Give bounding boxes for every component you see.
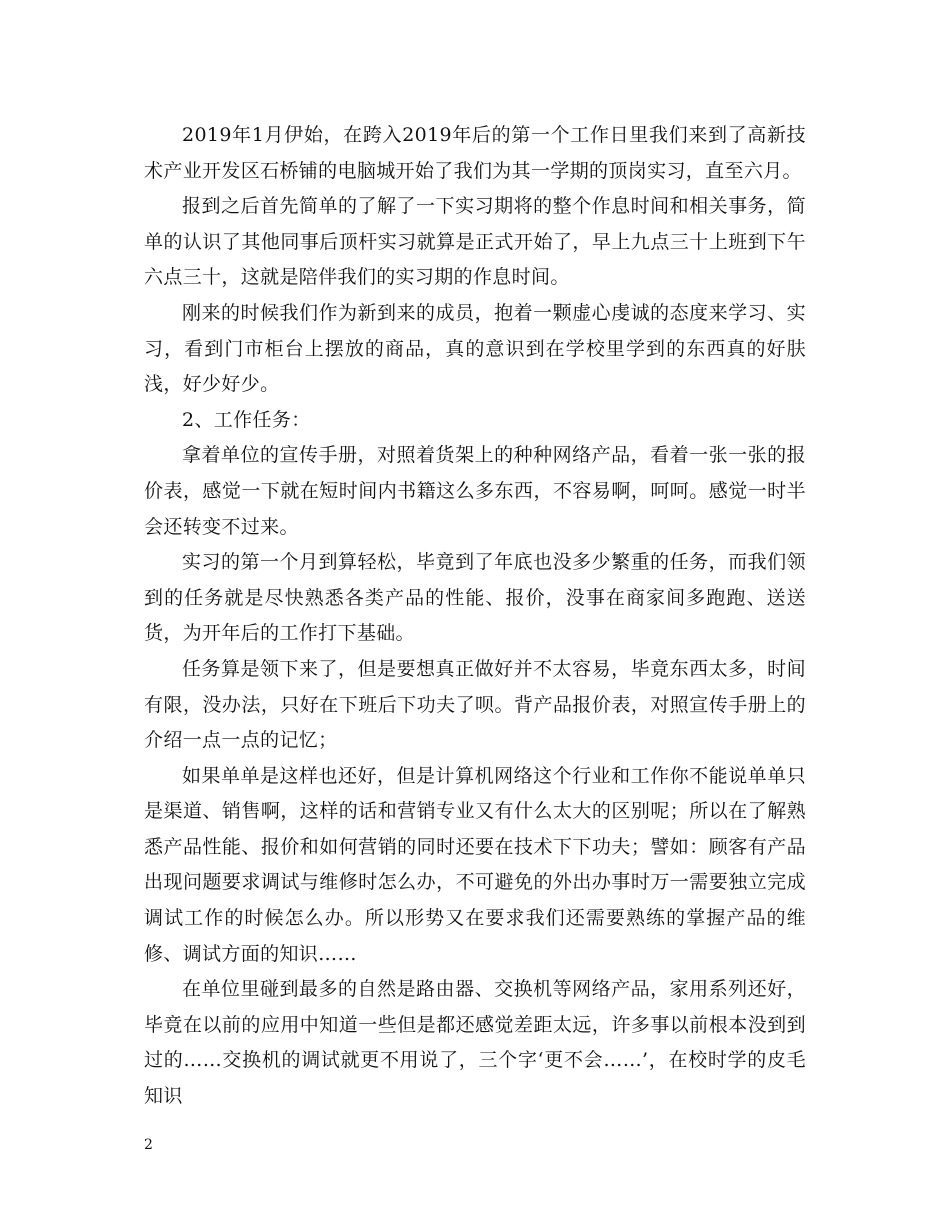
paragraph-6: 实习的第一个月到算轻松，毕竟到了年底也没多少繁重的任务，而我们领到的任务就是尽快熟悉各类产品的性能、报价，没事在商家间多跑跑、送送货，为开年后的工作打下基础。 [144,551,806,645]
paragraph-5: 拿着单位的宣传手册，对照着货架上的种种网络产品，看着一张一张的报价表，感觉一下就在短时间内书籍这么多东西，不容易啊，呵呵。感觉一时半会还转变不过来。 [144,444,806,538]
paragraph-3: 刚来的时候我们作为新到来的成员，抱着一颗虚心虔诚的态度来学习、实习，看到门市柜台上摆放的商品，真的意识到在学校里学到的东西真的好肤浅，好少好少。 [144,301,806,396]
body-text [144,118,806,1115]
paragraph-9: 在单位里碰到最多的自然是路由器、交换机等网络产品，家用系列还好，毕竟在以前的应用中知道一些但是都还感觉差距太远，许多事以前根本没到到过的……交换机的调试就更不用说了，三个字‘更不会……’，在校时学的皮毛知识 [144,978,806,1108]
section-heading: 2、工作任务： [182,408,311,431]
paragraph-1: 2019年1月伊始，在跨入2019年后的第一个工作日里我们来到了高新技术产业开发区石桥铺的电脑城开始了我们为其一学期的顶岗实习，直至六月。 [144,124,806,182]
paragraph-8: 如果单单是这样也还好，但是计算机网络这个行业和工作你不能说单单只是渠道、销售啊，这样的话和营销专业又有什么太大的区别呢；所以在了解熟悉产品性能、报价和如何营销的同时还要在技术下下功夫；譬如：顾客有产品出现问题要求调试与维修时怎么办，不可避免的外出办事时万一需要独立完成调试工作的时候怎么办。所以形势又在要求我们还需要熟练的掌握产品的维修、调试方面的知识…… [144,764,806,965]
paragraph-7: 任务算是领下来了，但是要想真正做好并不太容易，毕竟东西太多，时间有限，没办法，只好在下班后下功夫了呗。背产品报价表，对照宣传手册上的介绍一点一点的记忆； [144,657,806,752]
paragraph-2: 报到之后首先简单的了解了一下实习期将的整个作息时间和相关事务，简单的认识了其他同事后顶杆实习就算是正式开始了，早上九点三十上班到下午六点三十，这就是陪伴我们的实习期的作息时间。 [144,195,806,289]
page-number: 2 [144,1137,153,1153]
